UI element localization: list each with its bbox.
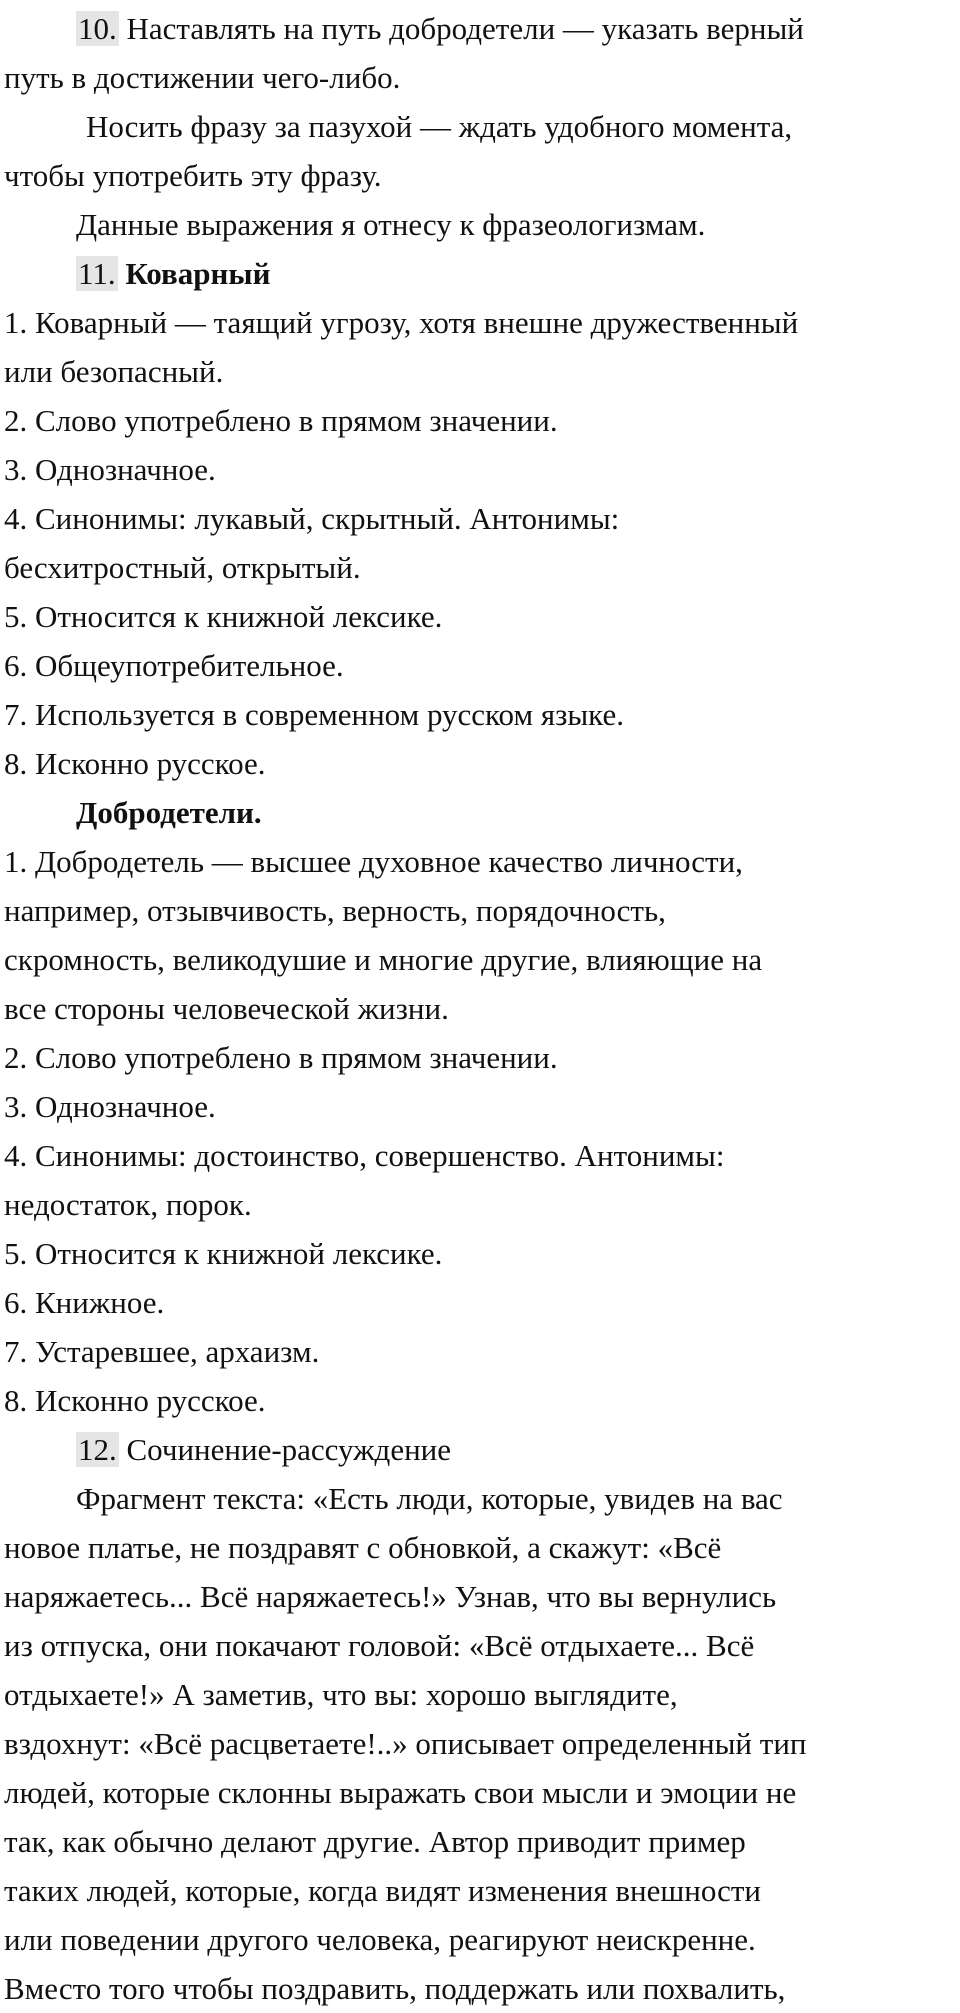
paragraph-line: бесхитростный, открытый. <box>4 550 361 585</box>
list-item: 1. Коварный — таящий угрозу, хотя внешне дружественный <box>4 305 799 340</box>
heading-word: Добродетели. <box>76 795 262 830</box>
list-item: 6. Книжное. <box>4 1285 165 1320</box>
line-text: Наставлять на путь добродетели — указать верный <box>118 11 804 46</box>
list-item: 3. Однозначное. <box>4 1089 216 1124</box>
paragraph-line: или безопасный. <box>4 354 224 389</box>
paragraph-line: наряжаетесь... Всё наряжаетесь!» Узнав, что вы вернулись <box>4 1579 777 1614</box>
paragraph-line: недостаток, порок. <box>4 1187 252 1222</box>
paragraph-line: так, как обычно делают другие. Автор приводит пример <box>4 1824 746 1859</box>
list-item: 5. Относится к книжной лексике. <box>4 599 443 634</box>
list-item: 5. Относится к книжной лексике. <box>4 1236 443 1271</box>
paragraph-line <box>76 4 960 53</box>
paragraph-line: или поведении другого человека, реагируют неискренне. <box>4 1922 756 1957</box>
paragraph-line: из отпуска, они покачают головой: «Всё отдыхаете... Всё <box>4 1628 755 1663</box>
paragraph-line: скромность, великодушие и многие другие, влияющие на <box>4 942 763 977</box>
paragraph-line: Вместо того чтобы поздравить, поддержать или похвалить, <box>4 1971 786 2006</box>
list-item: 7. Используется в современном русском языке. <box>4 697 624 732</box>
paragraph-line: Данные выражения я отнесу к фразеологизмам. <box>76 207 706 242</box>
line-text: Сочинение-рассуждение <box>118 1432 452 1467</box>
task-number: 12. <box>78 1432 117 1467</box>
paragraph-line: все стороны человеческой жизни. <box>4 991 449 1026</box>
list-item: 4. Синонимы: лукавый, скрытный. Антонимы: <box>4 501 620 536</box>
paragraph-line: отдыхаете!» А заметив, что вы: хорошо выглядите, <box>4 1677 678 1712</box>
paragraph-line <box>76 249 960 298</box>
list-item: 2. Слово употреблено в прямом значении. <box>4 403 558 438</box>
list-item: 1. Добродетель — высшее духовное качество личности, <box>4 844 743 879</box>
paragraph-line <box>76 1425 960 1474</box>
task-number: 11. <box>78 256 116 291</box>
paragraph-line: вздохнут: «Всё расцветаете!..» описывает определенный тип <box>4 1726 807 1761</box>
list-item: 4. Синонимы: достоинство, совершенство. Антонимы: <box>4 1138 725 1173</box>
heading-word: Коварный <box>117 256 271 291</box>
list-item: 8. Исконно русское. <box>4 1383 266 1418</box>
paragraph-line: чтобы употребить эту фразу. <box>4 158 382 193</box>
list-item: 2. Слово употреблено в прямом значении. <box>4 1040 558 1075</box>
section-heading <box>76 788 960 837</box>
paragraph-line: например, отзывчивость, верность, порядочность, <box>4 893 666 928</box>
list-item: 3. Однозначное. <box>4 452 216 487</box>
list-item: 6. Общеупотребительное. <box>4 648 344 683</box>
paragraph-line: путь в достижении чего-либо. <box>4 60 401 95</box>
paragraph-line: Носить фразу за пазухой — ждать удобного момента, <box>86 109 793 144</box>
task-number: 10. <box>78 11 117 46</box>
paragraph-line: Фрагмент текста: «Есть люди, которые, увидев на вас <box>76 1481 783 1516</box>
paragraph-line: таких людей, которые, когда видят изменения внешности <box>4 1873 761 1908</box>
paragraph-line: новое платье, не поздравят с обновкой, а скажут: «Всё <box>4 1530 722 1565</box>
paragraph-line: людей, которые склонны выражать свои мысли и эмоции не <box>4 1775 797 1810</box>
list-item: 8. Исконно русское. <box>4 746 266 781</box>
list-item: 7. Устаревшее, архаизм. <box>4 1334 320 1369</box>
